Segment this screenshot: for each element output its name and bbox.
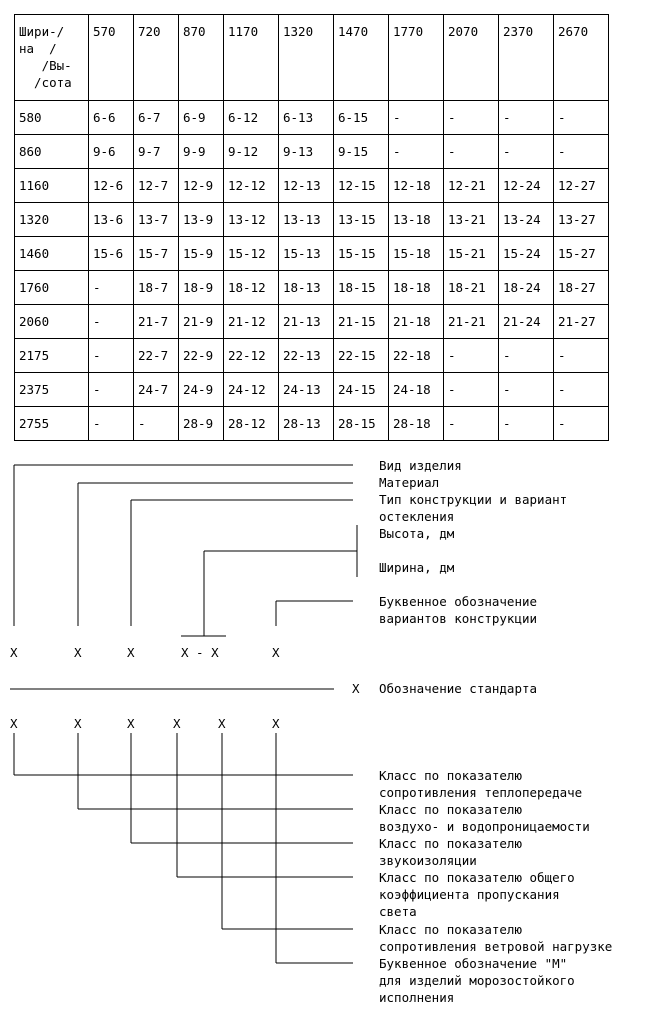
size-cell: 12-27 [554,169,609,203]
size-cell: 13-13 [279,203,334,237]
size-cell: - [389,101,444,135]
size-cell: - [499,373,554,407]
label-material: Материал [379,475,440,490]
size-cell: - [444,135,499,169]
size-cell: - [554,407,609,441]
size-cell: 6-9 [179,101,224,135]
size-cell: - [444,407,499,441]
size-cell: 15-12 [224,237,279,271]
size-cell: - [499,339,554,373]
size-cell: - [554,135,609,169]
code-mark-light: X [173,716,181,731]
size-cell: 28-9 [179,407,224,441]
height-cell: 1320 [15,203,89,237]
size-cell: 9-9 [179,135,224,169]
size-cell: 21-13 [279,305,334,339]
size-cell: 18-9 [179,271,224,305]
label-air-line1: Класс по показателю [379,802,522,817]
size-cell: - [89,305,134,339]
size-cell: 22-13 [279,339,334,373]
size-cell: - [554,101,609,135]
size-cell: 21-15 [334,305,389,339]
code-mark-frost: X [272,716,280,731]
label-letter-line2: вариантов конструкции [379,611,538,626]
label-frost-line1: Буквенное обозначение "М" [379,956,568,971]
size-cell: 24-18 [389,373,444,407]
label-light-line3: света [379,904,417,919]
label-light-line1: Класс по показателю общего [379,870,575,885]
size-cell: 24-9 [179,373,224,407]
width-header: 1170 [224,15,279,101]
label-wind-line1: Класс по показателю [379,922,522,937]
size-cell: 22-7 [134,339,179,373]
size-cell: 21-24 [499,305,554,339]
size-cell: 13-24 [499,203,554,237]
size-cell: 15-15 [334,237,389,271]
label-frost-line3: исполнения [379,990,455,1005]
size-cell: 18-18 [389,271,444,305]
size-cell: 15-7 [134,237,179,271]
code-mark-letter: X [272,645,280,660]
width-header: 570 [89,15,134,101]
code-mark-heat: X [10,716,18,731]
code-mark-material: X [74,645,82,660]
size-cell: 22-12 [224,339,279,373]
label-sound-line1: Класс по показателю [379,836,522,851]
size-cell: 6-7 [134,101,179,135]
height-cell: 1760 [15,271,89,305]
size-cell: 21-18 [389,305,444,339]
corner-line: /сота [19,75,72,90]
size-cell: 21-12 [224,305,279,339]
bottom-scheme-lines [14,733,353,963]
size-cell: 6-13 [279,101,334,135]
label-air-line2: воздухо- и водопроницаемости [379,819,590,834]
size-cell: 22-15 [334,339,389,373]
label-height: Высота, дм [379,526,455,541]
width-header: 1770 [389,15,444,101]
size-cell: - [499,407,554,441]
size-cell: 13-7 [134,203,179,237]
size-cell: - [134,407,179,441]
size-cell: 9-12 [224,135,279,169]
size-cell: 18-24 [499,271,554,305]
width-header: 870 [179,15,224,101]
width-header: 1470 [334,15,389,101]
size-cell: 18-15 [334,271,389,305]
corner-line: на / [19,41,57,56]
height-cell: 2175 [15,339,89,373]
label-wind-line2: сопротивления ветровой нагрузке [379,939,613,954]
width-header: 2070 [444,15,499,101]
size-cell: 24-7 [134,373,179,407]
code-mark-size: X - X [181,645,219,660]
size-cell: 21-7 [134,305,179,339]
size-cell: 6-12 [224,101,279,135]
height-cell: 2375 [15,373,89,407]
corner-line: Шири-/ [19,24,65,39]
size-cell: 15-24 [499,237,554,271]
size-cell: 12-6 [89,169,134,203]
label-heat-line2: сопротивления теплопередаче [379,785,583,800]
size-cell: 15-18 [389,237,444,271]
size-cell: 28-12 [224,407,279,441]
size-cell: 28-13 [279,407,334,441]
size-cell: 21-27 [554,305,609,339]
size-cell: - [554,339,609,373]
label-light-line2: коэффициента пропускания [379,887,560,902]
size-cell: 13-15 [334,203,389,237]
width-header: 2670 [554,15,609,101]
label-product-type: Вид изделия [379,458,462,473]
size-cell: 12-15 [334,169,389,203]
corner-line: /Вы- [19,58,72,73]
size-cell: - [554,373,609,407]
size-cell: 12-24 [499,169,554,203]
size-cell: 13-21 [444,203,499,237]
width-header: 2370 [499,15,554,101]
size-cell: 15-27 [554,237,609,271]
width-header: 720 [134,15,179,101]
size-cell: 13-9 [179,203,224,237]
code-mark-product-type: X [10,645,18,660]
size-cell: 18-21 [444,271,499,305]
size-cell: 15-9 [179,237,224,271]
size-cell: - [389,135,444,169]
size-cell: 24-13 [279,373,334,407]
size-cell: 13-6 [89,203,134,237]
code-mark-air: X [74,716,82,731]
size-cell: 13-27 [554,203,609,237]
code-mark-wind: X [218,716,226,731]
height-cell: 1460 [15,237,89,271]
size-cell: - [89,271,134,305]
size-cell: 18-27 [554,271,609,305]
size-cell: 24-12 [224,373,279,407]
size-cell: 22-18 [389,339,444,373]
size-cell: 6-6 [89,101,134,135]
size-cell: 18-12 [224,271,279,305]
size-cell: 9-13 [279,135,334,169]
size-cell: 13-18 [389,203,444,237]
size-cell: 18-13 [279,271,334,305]
size-cell: 28-15 [334,407,389,441]
size-cell: 21-9 [179,305,224,339]
height-cell: 860 [15,135,89,169]
size-cell: 15-21 [444,237,499,271]
size-cell: - [444,373,499,407]
size-cell: - [499,101,554,135]
size-cell: 13-12 [224,203,279,237]
label-construction-line2: остекления [379,509,455,524]
size-cell: - [89,339,134,373]
size-cell: 12-12 [224,169,279,203]
size-cell: 6-15 [334,101,389,135]
label-letter-line1: Буквенное обозначение [379,594,538,609]
size-cell: 12-18 [389,169,444,203]
size-cell: 21-21 [444,305,499,339]
size-cell: 24-15 [334,373,389,407]
label-frost-line2: для изделий морозостойкого [379,973,575,988]
label-heat-line1: Класс по показателю [379,768,522,783]
label-construction-line1: Тип конструкции и вариант [379,492,568,507]
code-mark-construction: X [127,645,135,660]
label-standard: Обозначение стандарта [379,681,538,696]
size-cell: 12-9 [179,169,224,203]
size-cell: 9-6 [89,135,134,169]
label-width: Ширина, дм [379,560,455,575]
code-mark-sound: X [127,716,135,731]
width-header: 1320 [279,15,334,101]
size-cell: - [89,407,134,441]
size-cell: 9-15 [334,135,389,169]
size-cell: 12-21 [444,169,499,203]
size-cell: 22-9 [179,339,224,373]
size-cell: 15-6 [89,237,134,271]
label-sound-line2: звукоизоляции [379,853,477,868]
size-cell: 9-7 [134,135,179,169]
standard-mark: X [352,681,360,696]
height-cell: 2060 [15,305,89,339]
size-cell: - [444,339,499,373]
height-cell: 580 [15,101,89,135]
size-cell: - [89,373,134,407]
size-cell: 12-7 [134,169,179,203]
size-cell: 15-13 [279,237,334,271]
size-cell: - [499,135,554,169]
height-cell: 2755 [15,407,89,441]
size-cell: 28-18 [389,407,444,441]
size-cell: - [444,101,499,135]
size-cell: 12-13 [279,169,334,203]
height-cell: 1160 [15,169,89,203]
size-cell: 18-7 [134,271,179,305]
